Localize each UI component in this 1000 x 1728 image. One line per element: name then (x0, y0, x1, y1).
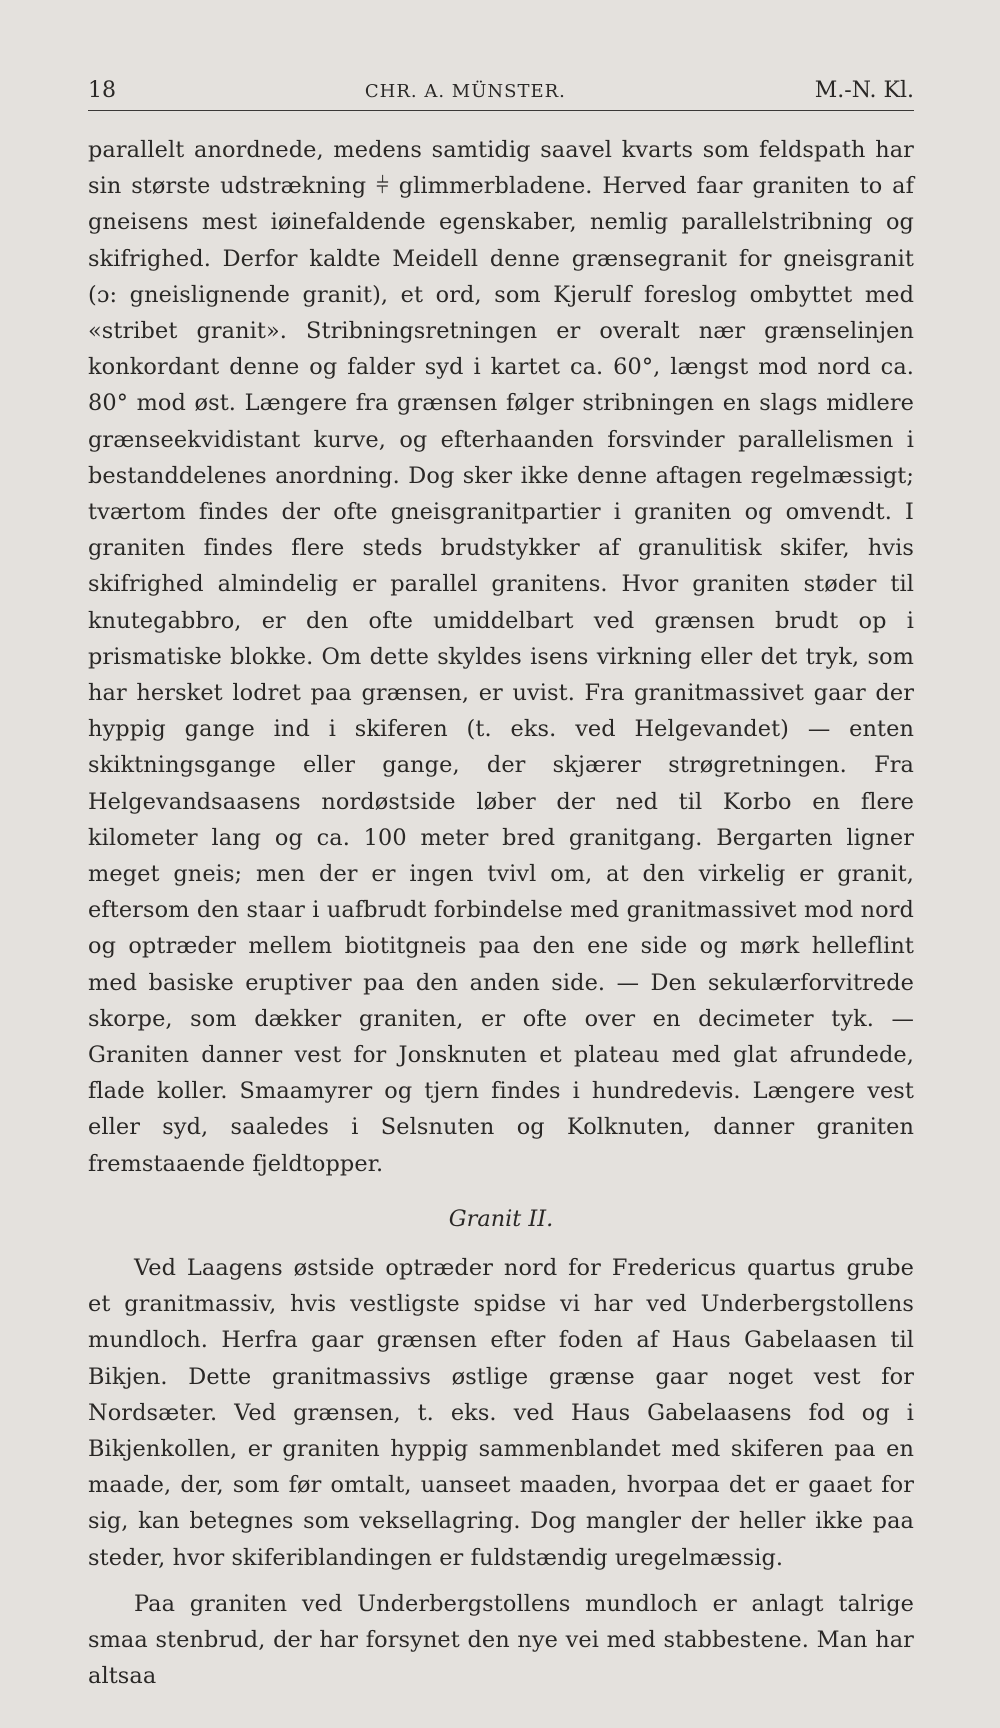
page-number: 18 (88, 78, 116, 103)
paragraph-2: Ved Laagens østside optræder nord for Fredericus quartus grube et granitmassiv, hvis vestligste spidse vi har ved Underbergstollens mundloch. Herfra gaar grænsen efter foden af Haus Gabelaasen til Bikjen. Dette granitmassivs østlige grænse gaar noget vest for Nordsæter. Ved grænsen, t. eks. ved Haus Gabelaasens fod og i Bikjenkollen, er graniten hyppig sammenblandet med skiferen paa en maade, der, som før omtalt, uanseet maaden, hvorpaa det er gaaet for sig, kan betegnes som veksellagring. Dog mangler der heller ikke paa steder, hvor skiferiblandingen er fuldstændig uregelmæssig. (88, 1254, 914, 1571)
running-head-author: CHR. A. MÜNSTER. (364, 81, 566, 102)
running-head-section: M.-N. Kl. (814, 78, 914, 103)
paragraph-1: parallelt anordnede, medens samtidig saavel kvarts som feldspath har sin største udstrækning ⫩ glimmerbladene. Herved faar graniten to af gneisens mest iøinefaldende egenskaber, nemlig parallelstribning og skifrighed. Derfor kaldte Meidell denne grænsegranit for gneisgranit (ɔ: gneislignende granit), et ord, som Kjerulf foreslog ombyttet med «stribet granit». Stribningsretningen er overalt nær grænselinjen konkordant denne og falder syd i kartet ca. 60°, længst mod nord ca. 80° mod øst. Længere fra grænsen følger stribningen en slags midlere grænseekvidistant kurve, og efterhaanden forsvinder parallelismen i bestanddelenes anordning. Dog sker ikke denne aftagen regelmæssigt; tværtom findes der ofte gneisgranitpartier i graniten og omvendt. I graniten findes flere steds brudstykker af granulitisk skifer, hvis skifrighed almindelig er parallel granitens. Hvor graniten støder til knutegabbro, er den ofte umiddelbart ved grænsen brudt op i prismatiske blokke. Om dette skyldes isens virkning eller det tryk, som har hersket lodret paa grænsen, er uvist. Fra granitmassivet gaar der hyppig gange ind i skiferen (t. eks. ved Helgevandet) — enten skiktningsgange eller gange, der skjærer strøgretningen. Fra Helgevandsaasens nordøstside løber der ned til Korbo en flere kilometer lang og ca. 100 meter bred granitgang. Bergarten ligner meget gneis; men der er ingen tvivl om, at den virkelig er granit, eftersom den staar i uafbrudt forbindelse med granitmassivet mod nord og optræder mellem biotitgneis paa den ene side og mørk helleflint med basiske eruptiver paa den anden side. — Den sekulærforvitrede skorpe, som dækker graniten, er ofte over en decimeter tyk. — Graniten danner vest for Jonsknuten et plateau med glat afrundede, flade koller. Smaamyrer og tjern findes i hundredevis. Længere vest eller syd, saaledes i Selsnuten og Kolknuten, danner graniten fremstaaende fjeldtopper. (88, 137, 914, 1177)
page-header (88, 78, 914, 111)
section-heading: Granit II. (448, 1205, 554, 1232)
paragraph-3: Paa graniten ved Underbergstollens mundloch er anlagt talrige smaa stenbrud, der har forsynet den nye vei med stabbestene. Man har altsaa (88, 1590, 914, 1690)
page-body (88, 132, 914, 1694)
